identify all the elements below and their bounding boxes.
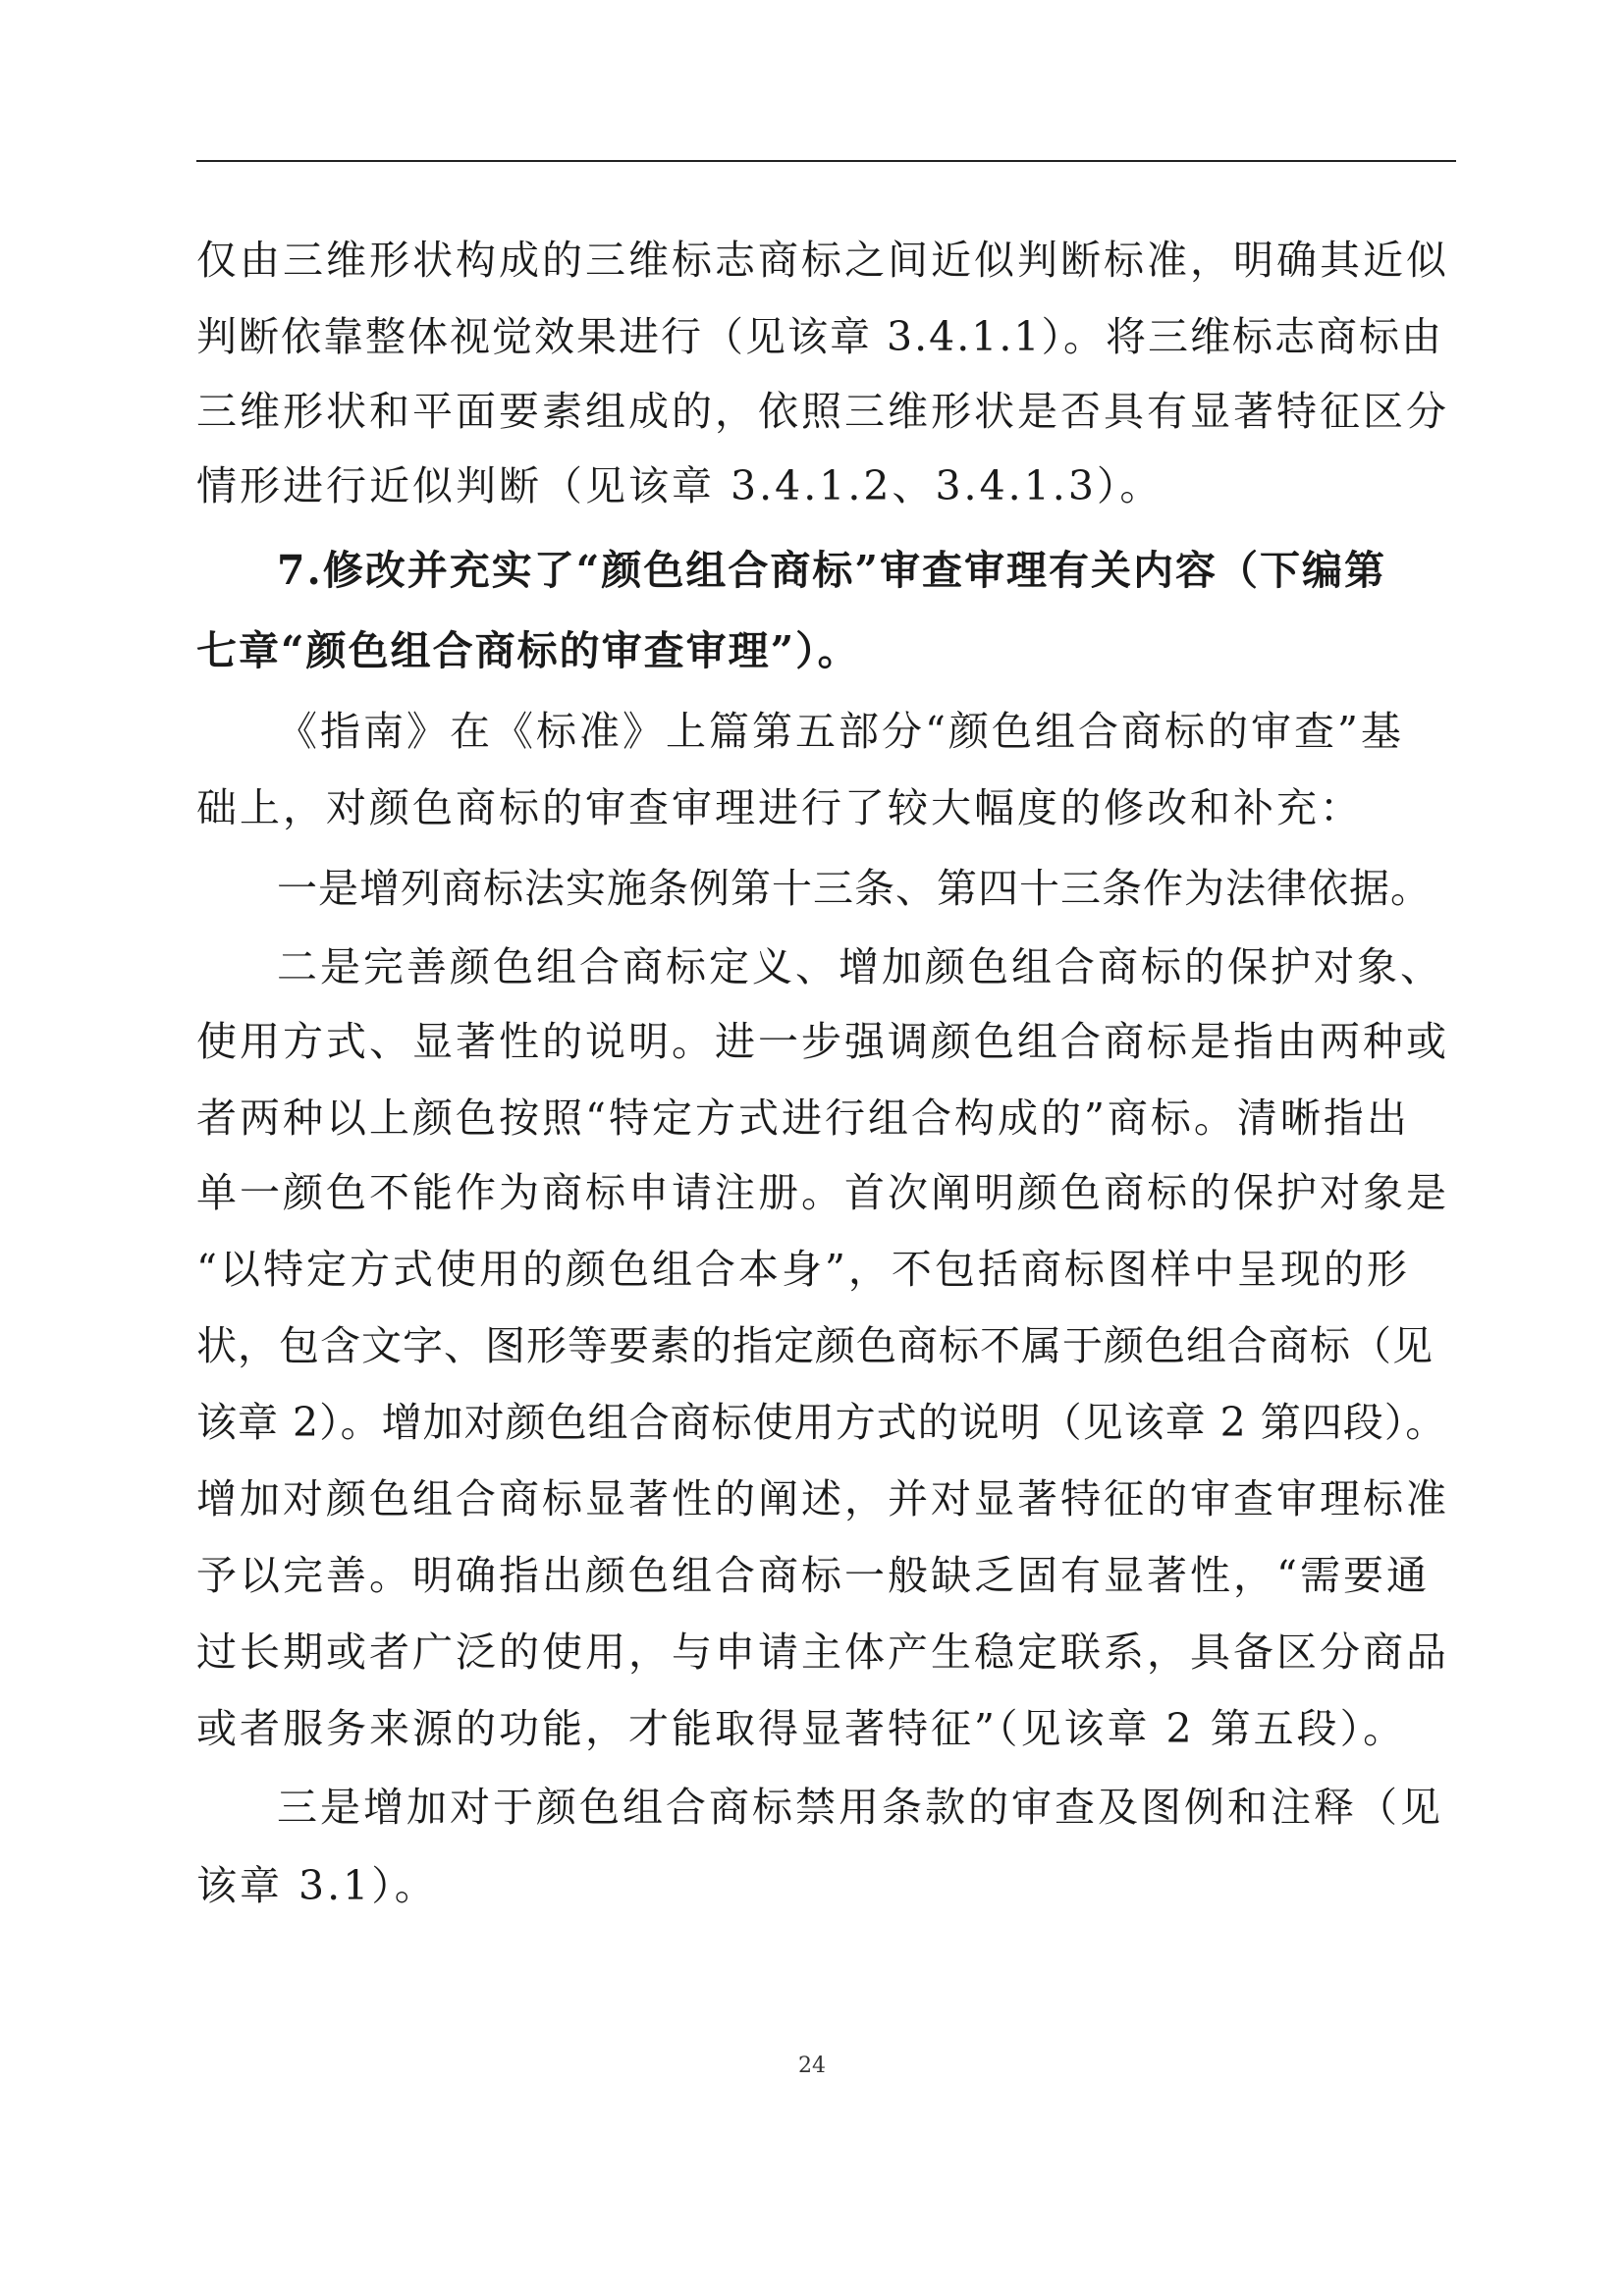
- text-line: 础上，对颜色商标的审查审理进行了较大幅度的修改和补充：: [196, 784, 1363, 831]
- text-line: 三维形状和平面要素组成的，依照三维形状是否具有显著特征区分: [196, 388, 1449, 435]
- text-line: 过长期或者广泛的使用，与申请主体产生稳定联系，具备区分商品: [196, 1629, 1449, 1676]
- text-line: 二是完善颜色组合商标定义、增加颜色组合商标的保护对象、: [277, 943, 1443, 990]
- text-line: 使用方式、显著性的说明。进一步强调颜色组合商标是指由两种或: [196, 1018, 1449, 1065]
- text-line: 该章 2）。增加对颜色组合商标使用方式的说明（见该章 2 第四段）。: [196, 1399, 1447, 1446]
- text-line: 单一颜色不能作为商标申请注册。首次阐明颜色商标的保护对象是: [196, 1169, 1449, 1216]
- header-rule: [196, 160, 1456, 162]
- text-line: 一是增列商标法实施条例第十三条、第四十三条作为法律依据。: [277, 865, 1432, 912]
- text-line: 或者服务来源的功能，才能取得显著特征”（见该章 2 第五段）。: [196, 1705, 1407, 1752]
- text-line: 该章 3.1）。: [196, 1862, 438, 1909]
- text-line: 判断依靠整体视觉效果进行（见该章 3.4.1.1）。将三维标志商标由: [196, 313, 1443, 360]
- page-number: 24: [798, 2054, 826, 2078]
- text-line: 情形进行近似判断（见该章 3.4.1.2、3.4.1.3）。: [196, 462, 1164, 509]
- text-line: “以特定方式使用的颜色组合本身”，不包括商标图样中呈现的形: [196, 1246, 1410, 1293]
- text-line: 仅由三维形状构成的三维标志商标之间近似判断标准，明确其近似: [196, 237, 1449, 284]
- text-line: 七章“颜色组合商标的审查审理”）。: [196, 627, 860, 674]
- text-line: 7.修改并充实了“颜色组合商标”审查审理有关内容（下编第: [277, 547, 1386, 594]
- text-line: 三是增加对于颜色组合商标禁用条款的审查及图例和注释（见: [277, 1784, 1443, 1831]
- text-line: 增加对颜色组合商标显著性的阐述，并对显著特征的审查审理标准: [196, 1475, 1449, 1522]
- text-line: 者两种以上颜色按照“特定方式进行组合构成的”商标。清晰指出: [196, 1095, 1410, 1142]
- text-line: 《指南》在《标准》上篇第五部分“颜色组合商标的审查”基: [277, 708, 1404, 755]
- text-line: 予以完善。明确指出颜色组合商标一般缺乏固有显著性，“需要通: [196, 1552, 1430, 1599]
- text-line: 状，包含文字、图形等要素的指定颜色商标不属于颜色组合商标（见: [196, 1322, 1434, 1369]
